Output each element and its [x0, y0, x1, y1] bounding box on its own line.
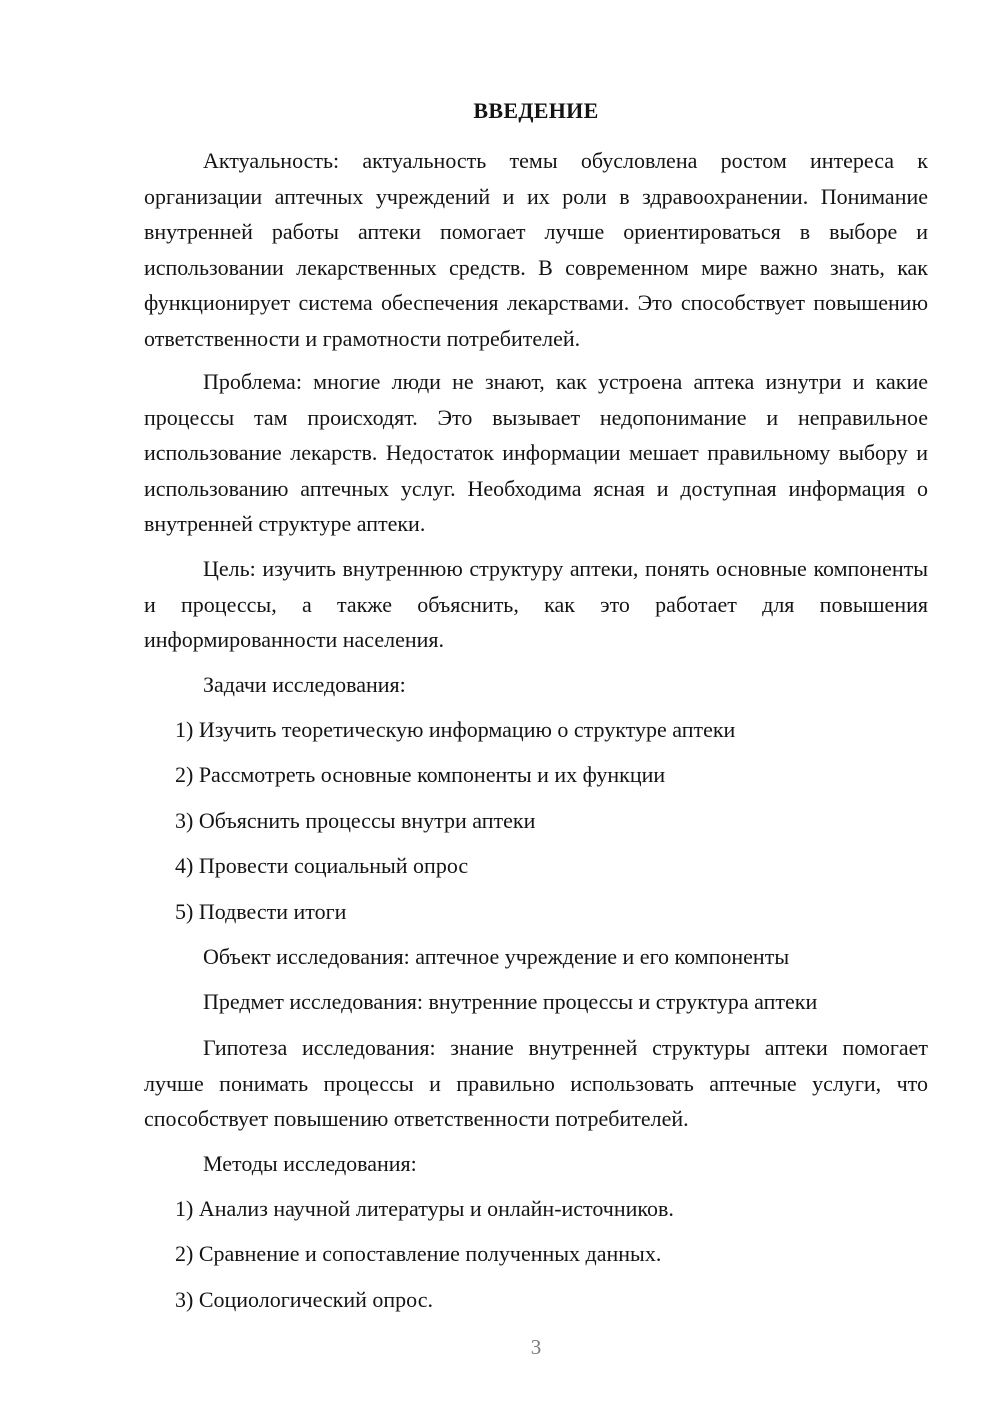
object-line: Объект исследования: аптечное учреждение и его компоненты	[203, 944, 790, 969]
methods-heading: Методы исследования:	[203, 1151, 417, 1176]
goal-paragraph	[144, 551, 928, 658]
task-item: 4) Провести социальный опрос	[175, 853, 469, 878]
method-item: 1) Анализ научной литературы и онлайн-источников.	[175, 1196, 674, 1221]
relevance-paragraph	[144, 143, 928, 356]
subject-line: Предмет исследования: внутренние процессы и структура аптеки	[203, 989, 818, 1014]
method-item: 2) Сравнение и сопоставление полученных данных.	[175, 1241, 662, 1266]
task-item: 5) Подвести итоги	[175, 899, 347, 924]
paragraph-text: Цель: изучить внутреннюю структуру аптеки, понять основные компоненты и процессы, а также объяснить, как это работает для повышения информированности населения.	[144, 556, 928, 652]
task-item: 2) Рассмотреть основные компоненты и их функции	[175, 762, 666, 787]
task-item: 3) Объяснить процессы внутри аптеки	[175, 808, 536, 833]
method-item: 3) Социологический опрос.	[175, 1287, 433, 1312]
paragraph-text: Актуальность: актуальность темы обусловлена ростом интереса к организации аптечных учреждений и их роли в здравоохранении. Понимание внутренней работы аптеки помогает лучше ориентироваться в выборе и использовании лекарственных средств. В современном мире важно знать, как функционирует система обеспечения лекарствами. Это способствует повышению ответственности и грамотности потребителей.	[144, 148, 928, 351]
page-title: ВВЕДЕНИЕ	[473, 98, 599, 123]
paragraph-text: Проблема: многие люди не знают, как устроена аптека изнутри и какие процессы там происходят. Это вызывает недопонимание и неправильное использование лекарств. Недостаток информации мешает правильному выбору и использованию аптечных услуг. Необходима ясная и доступная информация о внутренней структуре аптеки.	[144, 369, 928, 536]
hypothesis-paragraph	[144, 1030, 928, 1137]
problem-paragraph	[144, 364, 928, 542]
page-number: 3	[530, 1335, 542, 1359]
tasks-heading: Задачи исследования:	[203, 672, 406, 697]
task-item: 1) Изучить теоретическую информацию о структуре аптеки	[175, 717, 736, 742]
paragraph-text: Гипотеза исследования: знание внутренней структуры аптеки помогает лучше понимать процессы и правильно использовать аптечные услуги, что способствует повышению ответственности потребителей.	[144, 1035, 928, 1131]
